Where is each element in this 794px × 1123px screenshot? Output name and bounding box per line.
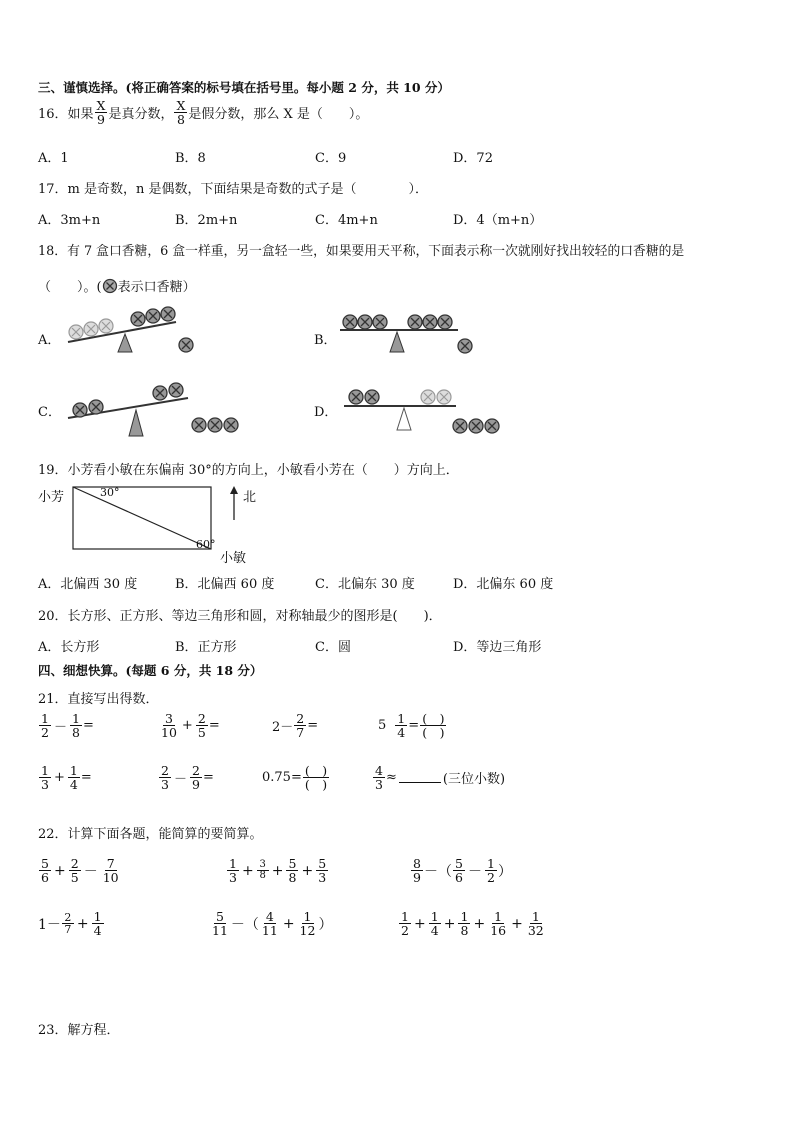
q16-frac2-den: 8 xyxy=(176,112,185,128)
fraction: $\frac{2}{5}$ xyxy=(196,712,208,739)
q16-mid: 是真分数， xyxy=(108,107,174,123)
fraction: $\frac{1}{16}$ xyxy=(490,909,507,939)
q20-option-d[interactable]: D．等边三角形 xyxy=(453,640,542,655)
q22-expr-4: 1－ $\frac{2}{7}$ + $\frac{1}{4}$ xyxy=(38,910,105,937)
q21-expr-5: $\frac{1}{3}$ + $\frac{1}{4}$ = xyxy=(38,764,92,791)
q18-line2-suffix: 表示口香糖） xyxy=(117,280,196,295)
fraction: $\frac{1}{2}$ xyxy=(485,857,497,884)
balance-diagram-d xyxy=(340,382,505,438)
q16-option-b[interactable]: B．8 xyxy=(175,151,206,166)
answer-blank-fraction[interactable]: $\frac{( )}{( )}$ xyxy=(304,763,328,793)
q17-option-a[interactable]: A．3m+n xyxy=(38,213,101,228)
q18-option-a[interactable]: A． xyxy=(38,333,61,348)
fraction: $\frac{4}{11}$ xyxy=(261,909,278,939)
fraction: $\frac{3}{8}$ xyxy=(257,860,269,882)
fraction: $\frac{5}{11}$ xyxy=(212,909,228,939)
q21-expr-1: $\frac{1}{2}$ － $\frac{1}{8}$ = xyxy=(38,712,94,739)
q21-expr-7: 0.75= $\frac{( )}{( )}$ xyxy=(262,763,328,793)
fraction: $\frac{2}{9}$ xyxy=(190,764,202,791)
q18-option-d[interactable]: D． xyxy=(314,405,338,420)
q22-expr-6: $\frac{1}{2}$ + $\frac{1}{4}$ + $\frac{1}{8}$ + $\frac{1}{16}$ + $\frac{1}{32}$ xyxy=(398,910,547,937)
fraction: $\frac{2}{7}$ xyxy=(294,712,306,739)
question-22: 22．计算下面各题，能简算的要简算。 xyxy=(38,827,263,842)
q17-option-c[interactable]: C．4m+n xyxy=(315,213,378,228)
q18-line2-prefix: （ ）。( xyxy=(38,280,102,295)
label-xiaomin: 小敏 xyxy=(220,551,247,566)
q22-expr-5: $\frac{5}{11}$ －（ $\frac{4}{11}$ + $\frac{1}{12}$ ） xyxy=(212,909,333,939)
fraction: $\frac{1}{4}$ xyxy=(92,910,104,937)
q18-option-b[interactable]: B． xyxy=(314,333,337,348)
q20-option-b[interactable]: B．正方形 xyxy=(175,640,237,655)
fraction: $\frac{5}{3}$ xyxy=(316,857,328,884)
fraction: $\frac{5}{8}$ xyxy=(286,857,298,884)
fraction: $\frac{2}{3}$ xyxy=(159,764,171,791)
section-4-title: 四、细想快算。(每题 6 分，共 18 分） xyxy=(38,663,263,678)
q16-option-c[interactable]: C．9 xyxy=(315,151,347,166)
fraction: $\frac{3}{10}$ xyxy=(161,711,177,741)
fraction: $\frac{1}{3}$ xyxy=(39,764,51,791)
section-3-title: 三、谨慎选择。(将正确答案的标号填在括号里。每小题 2 分，共 10 分） xyxy=(38,80,450,95)
q18-line-2 xyxy=(38,276,196,295)
q22-expr-3: $\frac{8}{9}$ －（ $\frac{5}{6}$ － $\frac{1}{2}$ ） xyxy=(410,857,512,884)
q16-suffix: 是假分数，那么 X 是（ ）。 xyxy=(188,107,369,123)
question-16 xyxy=(38,99,368,126)
fraction: $\frac{1}{2}$ xyxy=(39,712,51,739)
q22-expr-2: $\frac{1}{3}$ + $\frac{3}{8}$ + $\frac{5}{8}$ + $\frac{5}{3}$ xyxy=(226,857,329,884)
question-17: 17．m 是奇数，n 是偶数，下面结果是奇数的式子是（ ）． xyxy=(38,182,429,197)
q18-option-c[interactable]: C． xyxy=(38,405,61,420)
fraction: $\frac{5}{6}$ xyxy=(39,857,51,884)
q16-prefix: 16．如果 xyxy=(38,107,94,123)
q16-frac2-num: X xyxy=(176,98,186,113)
fraction: $\frac{1}{32}$ xyxy=(527,909,544,939)
fraction: $\frac{1}{8}$ xyxy=(458,910,470,937)
balance-diagram-c xyxy=(64,378,244,442)
q22-expr-1: $\frac{5}{6}$ + $\frac{2}{5}$ － $\frac{7}{10}$ xyxy=(38,857,122,884)
q16-option-d[interactable]: D．72 xyxy=(453,151,493,166)
q16-option-a[interactable]: A．1 xyxy=(38,151,69,166)
q16-fraction-1 xyxy=(95,99,108,126)
fraction: $\frac{8}{9}$ xyxy=(411,857,423,884)
fraction: $\frac{7}{10}$ xyxy=(102,856,119,886)
q16-fraction-2 xyxy=(174,99,187,126)
q20-option-a[interactable]: A．长方形 xyxy=(38,640,100,655)
question-19: 19．小芳看小敏在东偏南 30°的方向上，小敏看小芳在（ ）方向上． xyxy=(38,463,459,478)
q21-expr-6: $\frac{2}{3}$ － $\frac{2}{9}$ = xyxy=(158,764,214,791)
fraction: $\frac{5}{6}$ xyxy=(453,857,465,884)
fraction: $\frac{1}{3}$ xyxy=(227,857,239,884)
answer-blank-fraction[interactable]: $\frac{( )}{( )}$ xyxy=(422,711,445,741)
q16-frac1-num: X xyxy=(96,98,106,113)
q17-option-b[interactable]: B．2m+n xyxy=(175,213,238,228)
fraction: $\frac{1}{4}$ xyxy=(68,764,80,791)
q19-option-b[interactable]: B．北偏西 60 度 xyxy=(175,577,275,592)
q19-option-d[interactable]: D．北偏东 60 度 xyxy=(453,577,554,592)
q19-option-c[interactable]: C．北偏东 30 度 xyxy=(315,577,415,592)
fraction: $\frac{1}{4}$ xyxy=(429,910,441,937)
q21-expr-8: $\frac{4}{3}$ ≈ (三位小数) xyxy=(372,764,505,791)
q20-option-c[interactable]: C．圆 xyxy=(315,640,351,655)
north-label: 北 xyxy=(243,490,257,505)
north-arrow-icon xyxy=(228,486,240,522)
balance-diagram-a xyxy=(64,306,204,358)
fraction: $\frac{2}{7}$ xyxy=(62,912,74,936)
question-21: 21．直接写出得数． xyxy=(38,692,159,707)
q21-expr-4: 5 $\frac{1}{4}$ = $\frac{( )}{( )}$ xyxy=(378,711,445,741)
question-23: 23．解方程． xyxy=(38,1023,120,1038)
q21-expr-2: $\frac{3}{10}$ + $\frac{2}{5}$ = xyxy=(161,711,220,741)
fraction: $\frac{1}{8}$ xyxy=(70,712,82,739)
label-xiaofang: 小芳 xyxy=(38,490,65,505)
fraction: $\frac{4}{3}$ xyxy=(373,764,385,791)
answer-blank-line[interactable] xyxy=(399,772,441,783)
fraction: $\frac{2}{5}$ xyxy=(69,857,81,884)
fraction: $\frac{1}{12}$ xyxy=(299,909,316,939)
fraction: $\frac{1}{2}$ xyxy=(399,910,411,937)
gum-icon xyxy=(102,278,118,294)
question-20: 20．长方形、正方形、等边三角形和圆，对称轴最少的图形是( )． xyxy=(38,609,442,624)
question-18: 18．有 7 盒口香糖，6 盒一样重，另一盒轻一些，如果要用天平称，下面表示称一次就刚好找出较轻的口香糖的是 xyxy=(38,244,685,259)
fraction: $\frac{1}{4}$ xyxy=(395,712,407,739)
q16-frac1-den: 9 xyxy=(97,112,105,128)
angle-60-label: 60° xyxy=(196,538,216,551)
q17-option-d[interactable]: D．4（m+n） xyxy=(453,213,543,228)
q21-expr-3: 2－ $\frac{2}{7}$ = xyxy=(272,711,319,741)
q19-option-a[interactable]: A．北偏西 30 度 xyxy=(38,577,138,592)
balance-diagram-b xyxy=(338,310,478,358)
angle-30-label: 30° xyxy=(100,486,120,499)
